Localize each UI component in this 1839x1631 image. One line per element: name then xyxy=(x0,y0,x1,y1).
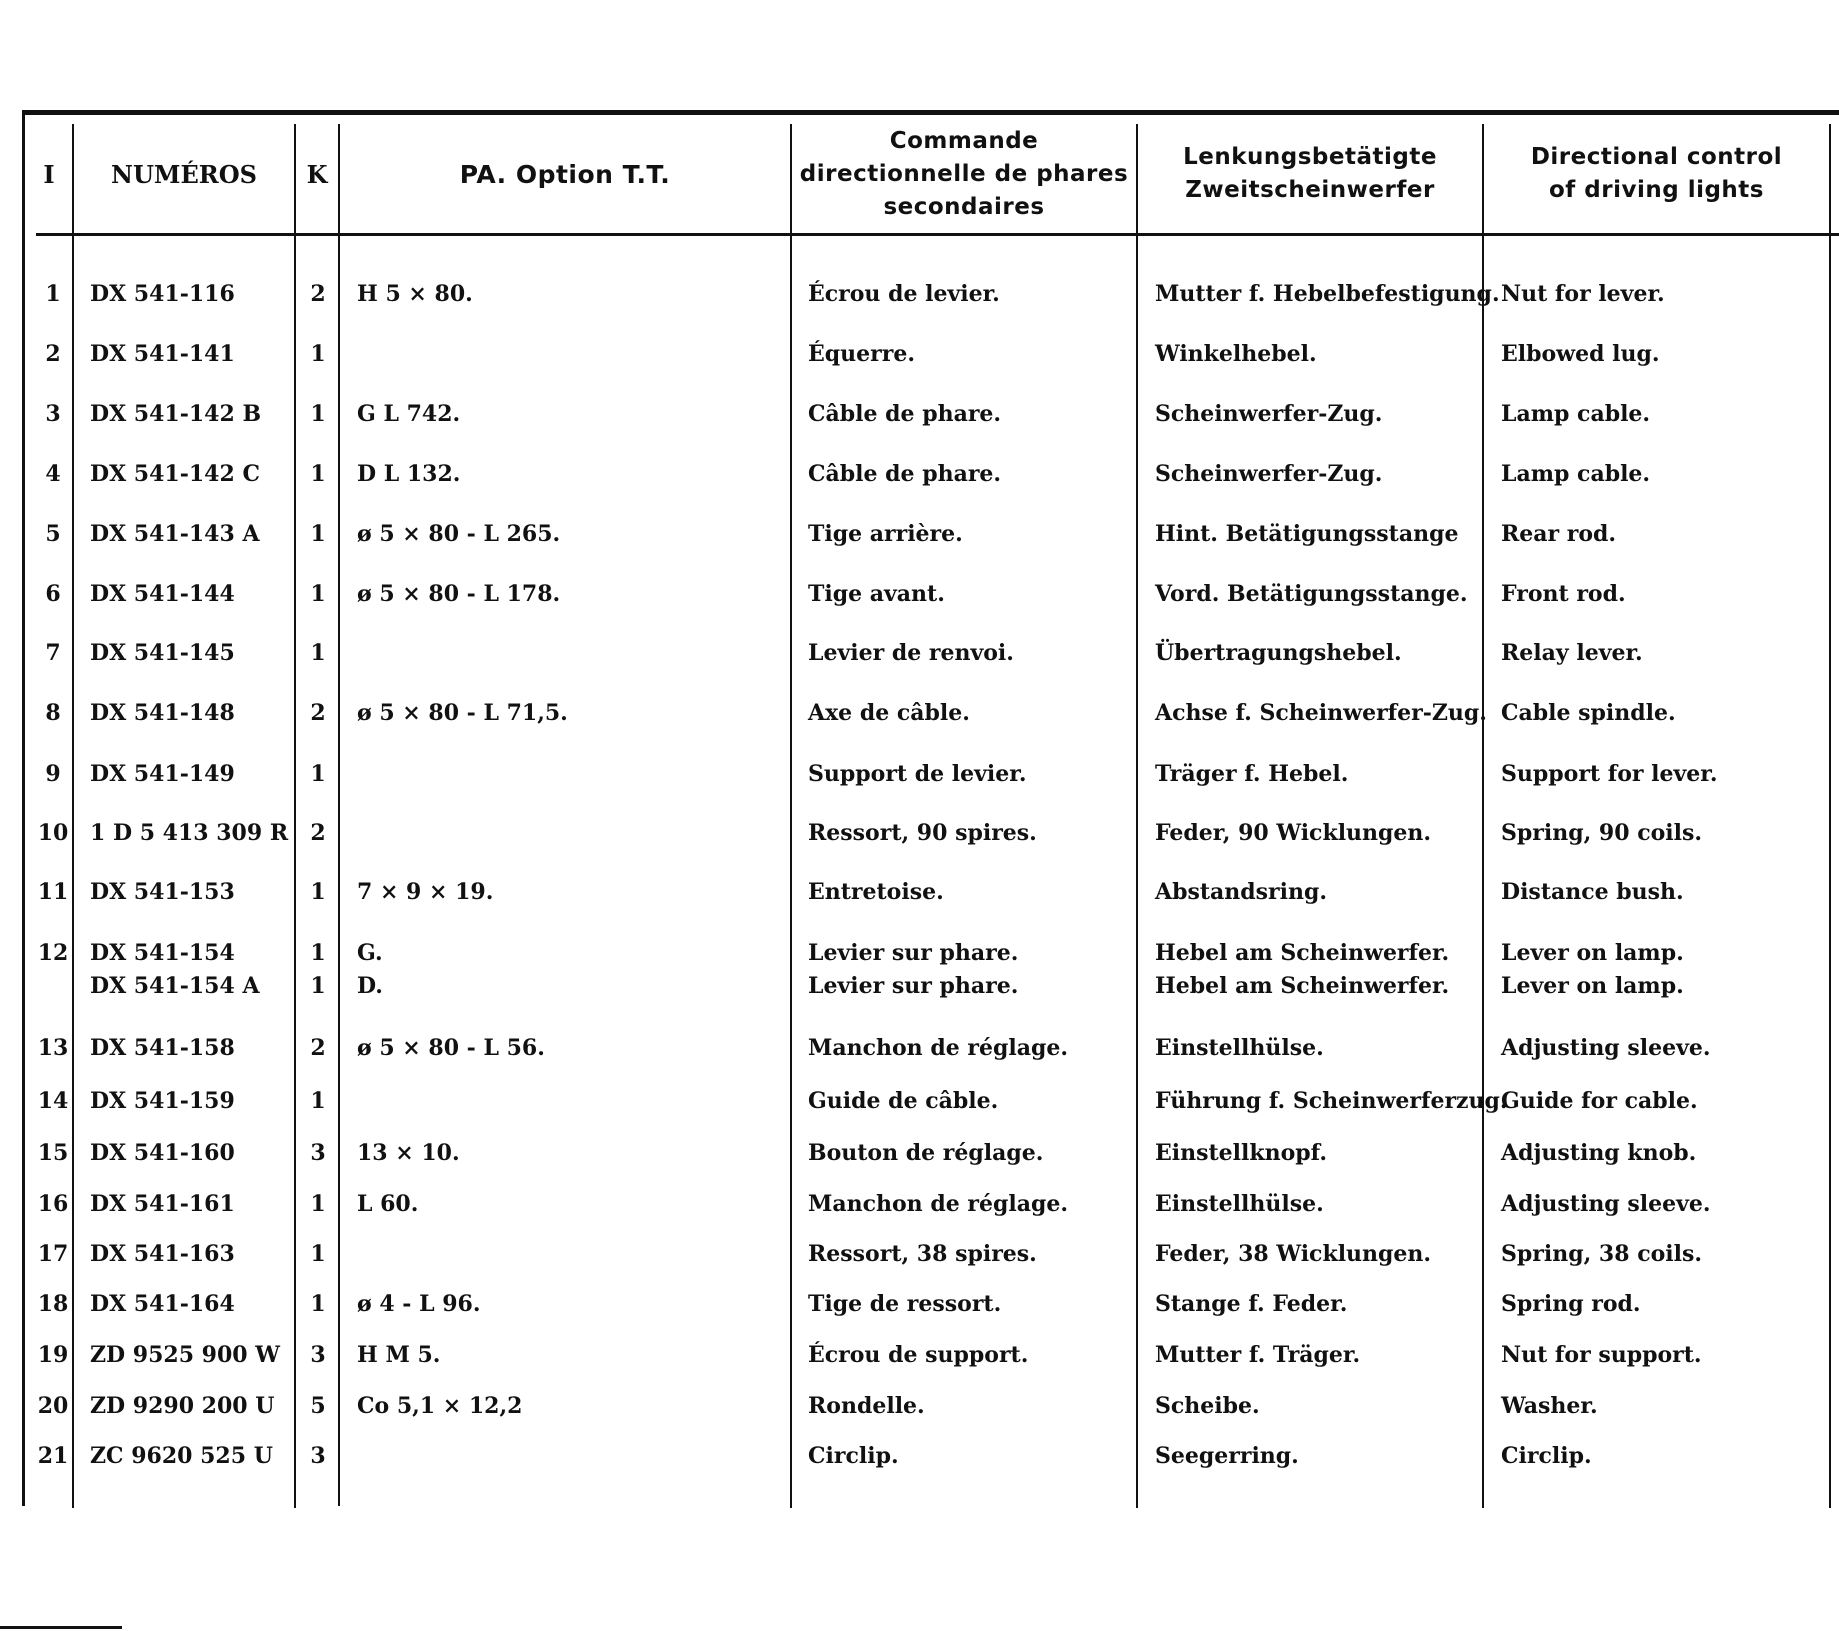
quantity-cell: 2 xyxy=(310,820,326,846)
header-numbers-label: NUMÉROS xyxy=(111,159,257,189)
part-number-cell: DX 541-160 xyxy=(90,1140,235,1166)
english-description-cell: Adjusting knob. xyxy=(1501,1140,1697,1166)
german-description-cell: Einstellknopf. xyxy=(1155,1140,1328,1166)
option-cell: H M 5. xyxy=(357,1342,441,1368)
part-number-cell: DX 541-153 xyxy=(90,879,235,905)
header-german-line: Lenkungsbetätigte xyxy=(1183,144,1437,170)
quantity-cell: 1 xyxy=(310,1191,326,1217)
part-number-cell: DX 541-141 xyxy=(90,341,235,367)
part-number-cell: DX 541-159 xyxy=(90,1088,235,1114)
quantity-cell: 2 xyxy=(310,281,326,307)
quantity-cell: 5 xyxy=(310,1393,326,1419)
english-description-cell: Distance bush. xyxy=(1501,879,1684,905)
english-description-cell: Spring, 90 coils. xyxy=(1501,820,1703,846)
french-description-cell: Équerre. xyxy=(808,341,915,367)
french-description-cell: Manchon de réglage. xyxy=(808,1035,1068,1061)
french-description-cell: Levier de renvoi. xyxy=(808,640,1014,666)
english-description-cell: Lamp cable. xyxy=(1501,461,1651,487)
quantity-cell: 1 xyxy=(310,581,326,607)
part-number-cell: DX 541-142 B xyxy=(90,401,262,427)
row-index-cell: 15 xyxy=(37,1140,69,1166)
part-number-cell: DX 541-116 xyxy=(90,281,235,307)
option-cell: ø 5 × 80 - L 178. xyxy=(357,581,561,607)
german-description-cell: Hint. Betätigungsstange xyxy=(1155,521,1459,547)
german-description-cell: Scheinwerfer-Zug. xyxy=(1155,401,1383,427)
option-cell: ø 5 × 80 - L 71,5. xyxy=(357,700,568,726)
german-description-cell: Scheibe. xyxy=(1155,1393,1260,1419)
english-description-cell: Elbowed lug. xyxy=(1501,341,1660,367)
french-description-cell: Ressort, 90 spires. xyxy=(808,820,1037,846)
row-index-cell: 18 xyxy=(37,1291,69,1317)
quantity-cell: 3 xyxy=(310,1140,326,1166)
french-description-cell: Tige arrière. xyxy=(808,521,963,547)
quantity-cell: 1 xyxy=(310,401,326,427)
part-number-cell: ZC 9620 525 U xyxy=(90,1443,273,1469)
quantity-cell: 2 xyxy=(310,700,326,726)
english-description-cell: Circlip. xyxy=(1501,1443,1592,1469)
german-description-cell: Mutter f. Hebelbefestigung. xyxy=(1155,281,1500,307)
row-index-cell: 4 xyxy=(45,461,61,487)
german-description-cell: Führung f. Scheinwerferzug. xyxy=(1155,1088,1508,1114)
german-description-cell: Feder, 38 Wicklungen. xyxy=(1155,1241,1432,1267)
row-index-cell: 14 xyxy=(37,1088,69,1114)
english-description-cell: Lever on lamp. xyxy=(1501,973,1684,999)
german-description-cell: Übertragungshebel. xyxy=(1155,640,1402,666)
english-description-cell: Rear rod. xyxy=(1501,521,1617,547)
french-description-cell: Guide de câble. xyxy=(808,1088,999,1114)
quantity-cell: 1 xyxy=(310,973,326,999)
german-description-cell: Vord. Betätigungsstange. xyxy=(1155,581,1468,607)
german-description-cell: Feder, 90 Wicklungen. xyxy=(1155,820,1432,846)
french-description-cell: Câble de phare. xyxy=(808,401,1002,427)
quantity-cell: 3 xyxy=(310,1443,326,1469)
german-description-cell: Achse f. Scheinwerfer-Zug. xyxy=(1155,700,1487,726)
quantity-cell: 1 xyxy=(310,1291,326,1317)
german-description-cell: Träger f. Hebel. xyxy=(1155,761,1349,787)
option-cell: G L 742. xyxy=(357,401,461,427)
option-cell: 13 × 10. xyxy=(357,1140,460,1166)
part-number-cell: DX 541-161 xyxy=(90,1191,235,1217)
german-description-cell: Scheinwerfer-Zug. xyxy=(1155,461,1383,487)
option-cell: D L 132. xyxy=(357,461,461,487)
row-index-cell: 16 xyxy=(37,1191,69,1217)
english-description-cell: Spring, 38 coils. xyxy=(1501,1241,1703,1267)
part-number-cell: ZD 9290 200 U xyxy=(90,1393,275,1419)
french-description-cell: Ressort, 38 spires. xyxy=(808,1241,1037,1267)
row-index-cell: 17 xyxy=(37,1241,69,1267)
row-index-cell: 1 xyxy=(45,281,61,307)
french-description-cell: Écrou de support. xyxy=(808,1342,1029,1368)
quantity-cell: 2 xyxy=(310,1035,326,1061)
german-description-cell: Seegerring. xyxy=(1155,1443,1299,1469)
part-number-cell: DX 541-154 A xyxy=(90,973,260,999)
french-description-cell: Support de levier. xyxy=(808,761,1027,787)
row-index-cell: 11 xyxy=(37,879,69,905)
row-index-cell: 2 xyxy=(45,341,61,367)
english-description-cell: Lamp cable. xyxy=(1501,401,1651,427)
row-index-cell: 20 xyxy=(37,1393,69,1419)
part-number-cell: 1 D 5 413 309 R xyxy=(90,820,289,846)
french-description-cell: Câble de phare. xyxy=(808,461,1002,487)
english-description-cell: Guide for cable. xyxy=(1501,1088,1698,1114)
german-description-cell: Hebel am Scheinwerfer. xyxy=(1155,940,1450,966)
header-french-line: Commande xyxy=(889,127,1039,154)
row-index-cell: 13 xyxy=(37,1035,69,1061)
english-description-cell: Adjusting sleeve. xyxy=(1501,1191,1711,1217)
option-cell: Co 5,1 × 12,2 xyxy=(357,1393,523,1419)
quantity-cell: 1 xyxy=(310,940,326,966)
english-description-cell: Lever on lamp. xyxy=(1501,940,1684,966)
french-description-cell: Écrou de levier. xyxy=(808,281,1000,307)
part-number-cell: DX 541-144 xyxy=(90,581,235,607)
english-description-cell: Relay lever. xyxy=(1501,640,1643,666)
option-cell: L 60. xyxy=(357,1191,419,1217)
quantity-cell: 1 xyxy=(310,640,326,666)
row-index-cell: 5 xyxy=(45,521,61,547)
german-description-cell: Hebel am Scheinwerfer. xyxy=(1155,973,1450,999)
header-english-line: Directional control xyxy=(1530,144,1783,170)
quantity-cell: 1 xyxy=(310,1088,326,1114)
header-qty-label: K xyxy=(306,159,328,189)
row-index-cell: 21 xyxy=(37,1443,69,1469)
header-index-label: I xyxy=(43,159,55,189)
english-description-cell: Front rod. xyxy=(1501,581,1626,607)
quantity-cell: 1 xyxy=(310,341,326,367)
quantity-cell: 1 xyxy=(310,761,326,787)
part-number-cell: DX 541-158 xyxy=(90,1035,235,1061)
german-description-cell: Einstellhülse. xyxy=(1155,1191,1324,1217)
part-number-cell: DX 541-145 xyxy=(90,640,235,666)
row-index-cell: 7 xyxy=(45,640,61,666)
part-number-cell: DX 541-163 xyxy=(90,1241,235,1267)
english-description-cell: Nut for lever. xyxy=(1501,281,1665,307)
row-index-cell: 9 xyxy=(45,761,61,787)
english-description-cell: Nut for support. xyxy=(1501,1342,1702,1368)
option-cell: G. xyxy=(357,940,383,966)
page-bottom-rule xyxy=(0,1626,122,1629)
quantity-cell: 1 xyxy=(310,521,326,547)
quantity-cell: 3 xyxy=(310,1342,326,1368)
header-french-line: secondaires xyxy=(883,193,1045,220)
header-german-line: Zweitscheinwerfer xyxy=(1185,177,1435,203)
french-description-cell: Rondelle. xyxy=(808,1393,925,1419)
french-description-cell: Levier sur phare. xyxy=(808,973,1019,999)
french-description-cell: Entretoise. xyxy=(808,879,944,905)
row-index-cell: 6 xyxy=(45,581,61,607)
english-description-cell: Support for lever. xyxy=(1501,761,1718,787)
row-index-cell: 10 xyxy=(37,820,69,846)
row-index-cell: 12 xyxy=(37,940,69,966)
quantity-cell: 1 xyxy=(310,1241,326,1267)
english-description-cell: Cable spindle. xyxy=(1501,700,1676,726)
row-index-cell: 8 xyxy=(45,700,61,726)
english-description-cell: Adjusting sleeve. xyxy=(1501,1035,1711,1061)
part-number-cell: DX 541-149 xyxy=(90,761,235,787)
header-french-line: directionnelle de phares xyxy=(799,160,1129,187)
option-cell: ø 5 × 80 - L 265. xyxy=(357,521,561,547)
option-cell: D. xyxy=(357,973,383,999)
german-description-cell: Winkelhebel. xyxy=(1155,341,1317,367)
french-description-cell: Tige avant. xyxy=(808,581,945,607)
german-description-cell: Stange f. Feder. xyxy=(1155,1291,1348,1317)
french-description-cell: Manchon de réglage. xyxy=(808,1191,1068,1217)
option-cell: ø 5 × 80 - L 56. xyxy=(357,1035,545,1061)
english-description-cell: Washer. xyxy=(1501,1393,1598,1419)
part-number-cell: DX 541-154 xyxy=(90,940,235,966)
row-index-cell: 3 xyxy=(45,401,61,427)
french-description-cell: Circlip. xyxy=(808,1443,899,1469)
german-description-cell: Mutter f. Träger. xyxy=(1155,1342,1361,1368)
quantity-cell: 1 xyxy=(310,879,326,905)
french-description-cell: Tige de ressort. xyxy=(808,1291,1002,1317)
part-number-cell: DX 541-142 C xyxy=(90,461,260,487)
part-number-cell: DX 541-148 xyxy=(90,700,235,726)
french-description-cell: Levier sur phare. xyxy=(808,940,1019,966)
german-description-cell: Einstellhülse. xyxy=(1155,1035,1324,1061)
french-description-cell: Bouton de réglage. xyxy=(808,1140,1044,1166)
part-number-cell: DX 541-143 A xyxy=(90,521,260,547)
option-cell: ø 4 - L 96. xyxy=(357,1291,481,1317)
row-index-cell: 19 xyxy=(37,1342,69,1368)
header-english-line: of driving lights xyxy=(1548,177,1764,203)
header-option-label: PA. Option T.T. xyxy=(459,159,671,189)
part-number-cell: DX 541-164 xyxy=(90,1291,235,1317)
option-cell: 7 × 9 × 19. xyxy=(357,879,494,905)
french-description-cell: Axe de câble. xyxy=(808,700,970,726)
part-number-cell: ZD 9525 900 W xyxy=(90,1342,280,1368)
english-description-cell: Spring rod. xyxy=(1501,1291,1641,1317)
quantity-cell: 1 xyxy=(310,461,326,487)
german-description-cell: Abstandsring. xyxy=(1155,879,1328,905)
option-cell: H 5 × 80. xyxy=(357,281,473,307)
